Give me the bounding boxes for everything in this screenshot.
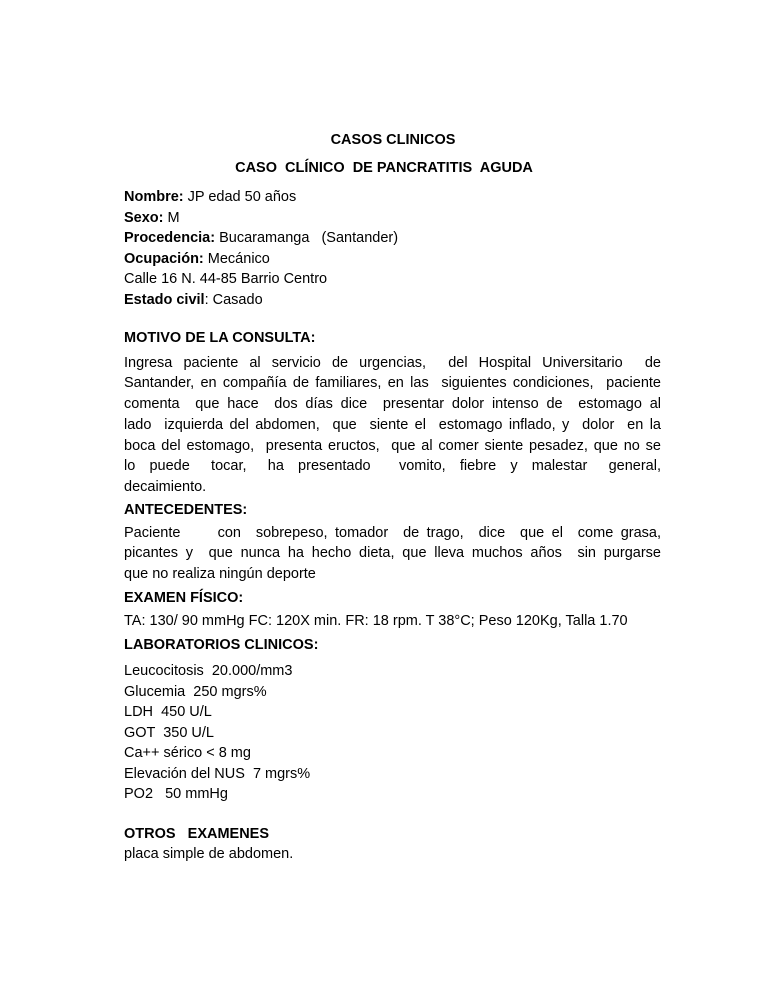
otros-heading: OTROS EXAMENES: [124, 825, 270, 842]
lab-result-item: GOT 350 U/L: [124, 724, 214, 741]
field-label: Sexo:: [124, 209, 164, 226]
patient-address-line: Calle 16 N. 44-85 Barrio Centro: [124, 271, 328, 287]
field-label: Nombre:: [124, 189, 184, 205]
paragraph-last-line: decaimiento.: [124, 479, 207, 496]
field-value: M: [163, 209, 180, 226]
lab-result-item: Glucemia 250 mgrs%: [124, 683, 267, 700]
document-title: CASOS CLINICOS: [330, 132, 456, 148]
otros-text: placa simple de abdomen.: [124, 846, 294, 863]
antecedentes-heading: ANTECEDENTES:: [124, 502, 248, 519]
paragraph-line: Paciente con sobrepeso, tomador de trago, dice que el come grasa,: [124, 524, 661, 541]
motivo-paragraph: [124, 353, 661, 499]
paragraph-line: comenta que hace dos días dice presentar dolor intenso de estomago al: [124, 396, 661, 413]
lab-results-list: [124, 661, 661, 805]
paragraph-line: picantes y que nunca ha hecho dieta, que lleva muchos años sin purgarse: [124, 545, 661, 562]
paragraph-last-line: que no realiza ningún deporte: [124, 566, 316, 583]
examen-text: TA: 130/ 90 mmHg FC: 120X min. FR: 18 rpm. T 38°C; Peso 120Kg, Talla 1.70: [124, 613, 628, 630]
patient-info: [124, 187, 661, 310]
lab-result-item: PO2 50 mmHg: [124, 786, 228, 803]
field-value: Bucaramanga (Santander): [215, 230, 399, 246]
lab-result-item: Ca++ sérico < 8 mg: [124, 745, 251, 762]
document-body: [124, 187, 661, 865]
patient-origin-line: [124, 228, 661, 249]
lab-result-item: Elevación del NUS 7 mgrs%: [124, 765, 311, 782]
motivo-heading: MOTIVO DE LA CONSULTA:: [124, 330, 316, 346]
field-label: Ocupación:: [124, 250, 204, 267]
field-value: JP edad 50 años: [183, 189, 297, 205]
patient-civil-status-line: [124, 290, 661, 311]
lab-result-item: LDH 450 U/L: [124, 704, 212, 721]
laboratorios-heading: LABORATORIOS CLINICOS:: [124, 636, 319, 653]
field-label: Estado civil: [124, 291, 205, 308]
examen-heading: EXAMEN FÍSICO:: [124, 589, 244, 606]
field-value: : Casado: [204, 291, 263, 308]
field-label: Procedencia:: [124, 230, 216, 246]
paragraph-line: lado izquierda del abdomen, que siente el estomago inflado, y dolor en la: [124, 416, 661, 433]
patient-sex-line: [124, 208, 661, 229]
field-value: Mecánico: [203, 250, 270, 267]
antecedentes-paragraph: [124, 523, 661, 585]
patient-name-line: [124, 187, 661, 208]
paragraph-line: lo puede tocar, ha presentado vomito, fiebre y malestar general,: [124, 458, 661, 475]
lab-result-item: Leucocitosis 20.000/mm3: [124, 663, 293, 680]
paragraph-line: Santander, en compañía de familiares, en las siguientes condiciones, paciente: [124, 375, 661, 392]
case-subtitle: CASO CLÍNICO DE PANCRATITIS AGUDA: [235, 160, 533, 176]
patient-occupation-line: [124, 249, 661, 270]
paragraph-line: Ingresa paciente al servicio de urgencias, del Hospital Universitario de: [124, 354, 661, 371]
paragraph-line: boca del estomago, presenta eructos, que al comer siente pesadez, que no se: [124, 437, 661, 454]
